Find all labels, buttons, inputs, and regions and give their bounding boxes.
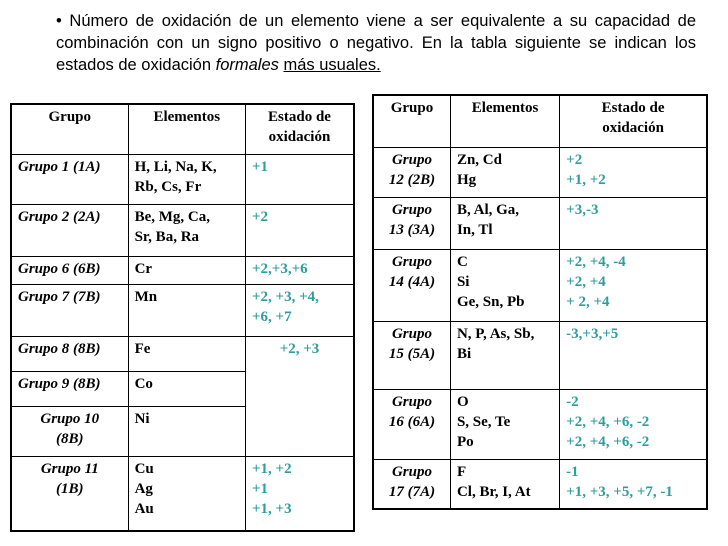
estado-cell: +2 (245, 204, 354, 256)
table-row (11, 154, 354, 204)
elementos-cell: Ni (128, 406, 245, 456)
grupo-cell: Grupo 17 (7A) (373, 459, 450, 509)
elementos-cell: O S, Se, Te Po (450, 389, 559, 459)
elementos-cell: C Si Ge, Sn, Pb (450, 249, 559, 321)
grupo-cell: Grupo 8 (8B) (11, 336, 128, 371)
grupo-cell: Grupo 1 (1A) (11, 154, 128, 204)
elementos-cell: N, P, As, Sb, Bi (450, 321, 559, 389)
header-grupo: Grupo (373, 95, 450, 147)
table-row (11, 284, 354, 336)
table-row (11, 456, 354, 531)
estado-cell: +1, +2 +1 +1, +3 (245, 456, 354, 531)
intro-italic-word: formales (215, 56, 279, 74)
elementos-cell: B, Al, Ga, In, Tl (450, 197, 559, 249)
grupo-cell: Grupo 2 (2A) (11, 204, 128, 256)
elementos-cell: Be, Mg, Ca, Sr, Ba, Ra (128, 204, 245, 256)
table-row (11, 256, 354, 284)
grupo-cell: Grupo 9 (8B) (11, 371, 128, 406)
elementos-cell: F Cl, Br, I, At (450, 459, 559, 509)
left-oxidation-table (10, 103, 355, 532)
elementos-cell: Fe (128, 336, 245, 371)
elementos-cell: Cu Ag Au (128, 456, 245, 531)
estado-cell: +2, +4, -4 +2, +4 + 2, +4 (560, 249, 707, 321)
grupo-cell: Grupo 14 (4A) (373, 249, 450, 321)
header-elementos: Elementos (128, 104, 245, 154)
intro-paragraph (56, 10, 696, 76)
table-row (373, 249, 707, 321)
header-estado: Estado de oxidación (245, 104, 354, 154)
table-row (373, 459, 707, 509)
elementos-cell: Co (128, 371, 245, 406)
grupo-cell: Grupo 10 (8B) (11, 406, 128, 456)
table-header-row (11, 104, 354, 154)
header-estado: Estado de oxidación (560, 95, 707, 147)
grupo-cell: Grupo 7 (7B) (11, 284, 128, 336)
estado-merged-cell: +2, +3 (245, 336, 354, 456)
intro-underlined-text: más usuales. (283, 56, 381, 74)
bullet: • (56, 12, 62, 30)
table-row (373, 197, 707, 249)
grupo-cell: Grupo 15 (5A) (373, 321, 450, 389)
estado-cell: +2,+3,+6 (245, 256, 354, 284)
header-grupo: Grupo (11, 104, 128, 154)
table-header-row (373, 95, 707, 147)
estado-cell: +2, +3, +4, +6, +7 (245, 284, 354, 336)
table-row (373, 321, 707, 389)
estado-cell: +2 +1, +2 (560, 147, 707, 197)
elementos-cell: Zn, Cd Hg (450, 147, 559, 197)
grupo-cell: Grupo 6 (6B) (11, 256, 128, 284)
intro-text: Número de oxidación de un elemento viene a ser equivalente a su capacidad de combinación con un signo positivo o negativo. En la tabla siguiente se indican los estados de oxidación (56, 12, 696, 74)
grupo-cell: Grupo 13 (3A) (373, 197, 450, 249)
table-row (373, 147, 707, 197)
estado-cell: -1 +1, +3, +5, +7, -1 (560, 459, 707, 509)
table-row (11, 204, 354, 256)
table-row (11, 336, 354, 371)
grupo-cell: Grupo 12 (2B) (373, 147, 450, 197)
estado-cell: -2 +2, +4, +6, -2 +2, +4, +6, -2 (560, 389, 707, 459)
elementos-cell: Cr (128, 256, 245, 284)
table-row (373, 389, 707, 459)
right-oxidation-table (372, 94, 708, 510)
elementos-cell: Mn (128, 284, 245, 336)
grupo-cell: Grupo 11 (1B) (11, 456, 128, 531)
grupo-cell: Grupo 16 (6A) (373, 389, 450, 459)
estado-cell: +3,-3 (560, 197, 707, 249)
estado-cell: +1 (245, 154, 354, 204)
estado-cell: -3,+3,+5 (560, 321, 707, 389)
header-elementos: Elementos (450, 95, 559, 147)
elementos-cell: H, Li, Na, K, Rb, Cs, Fr (128, 154, 245, 204)
